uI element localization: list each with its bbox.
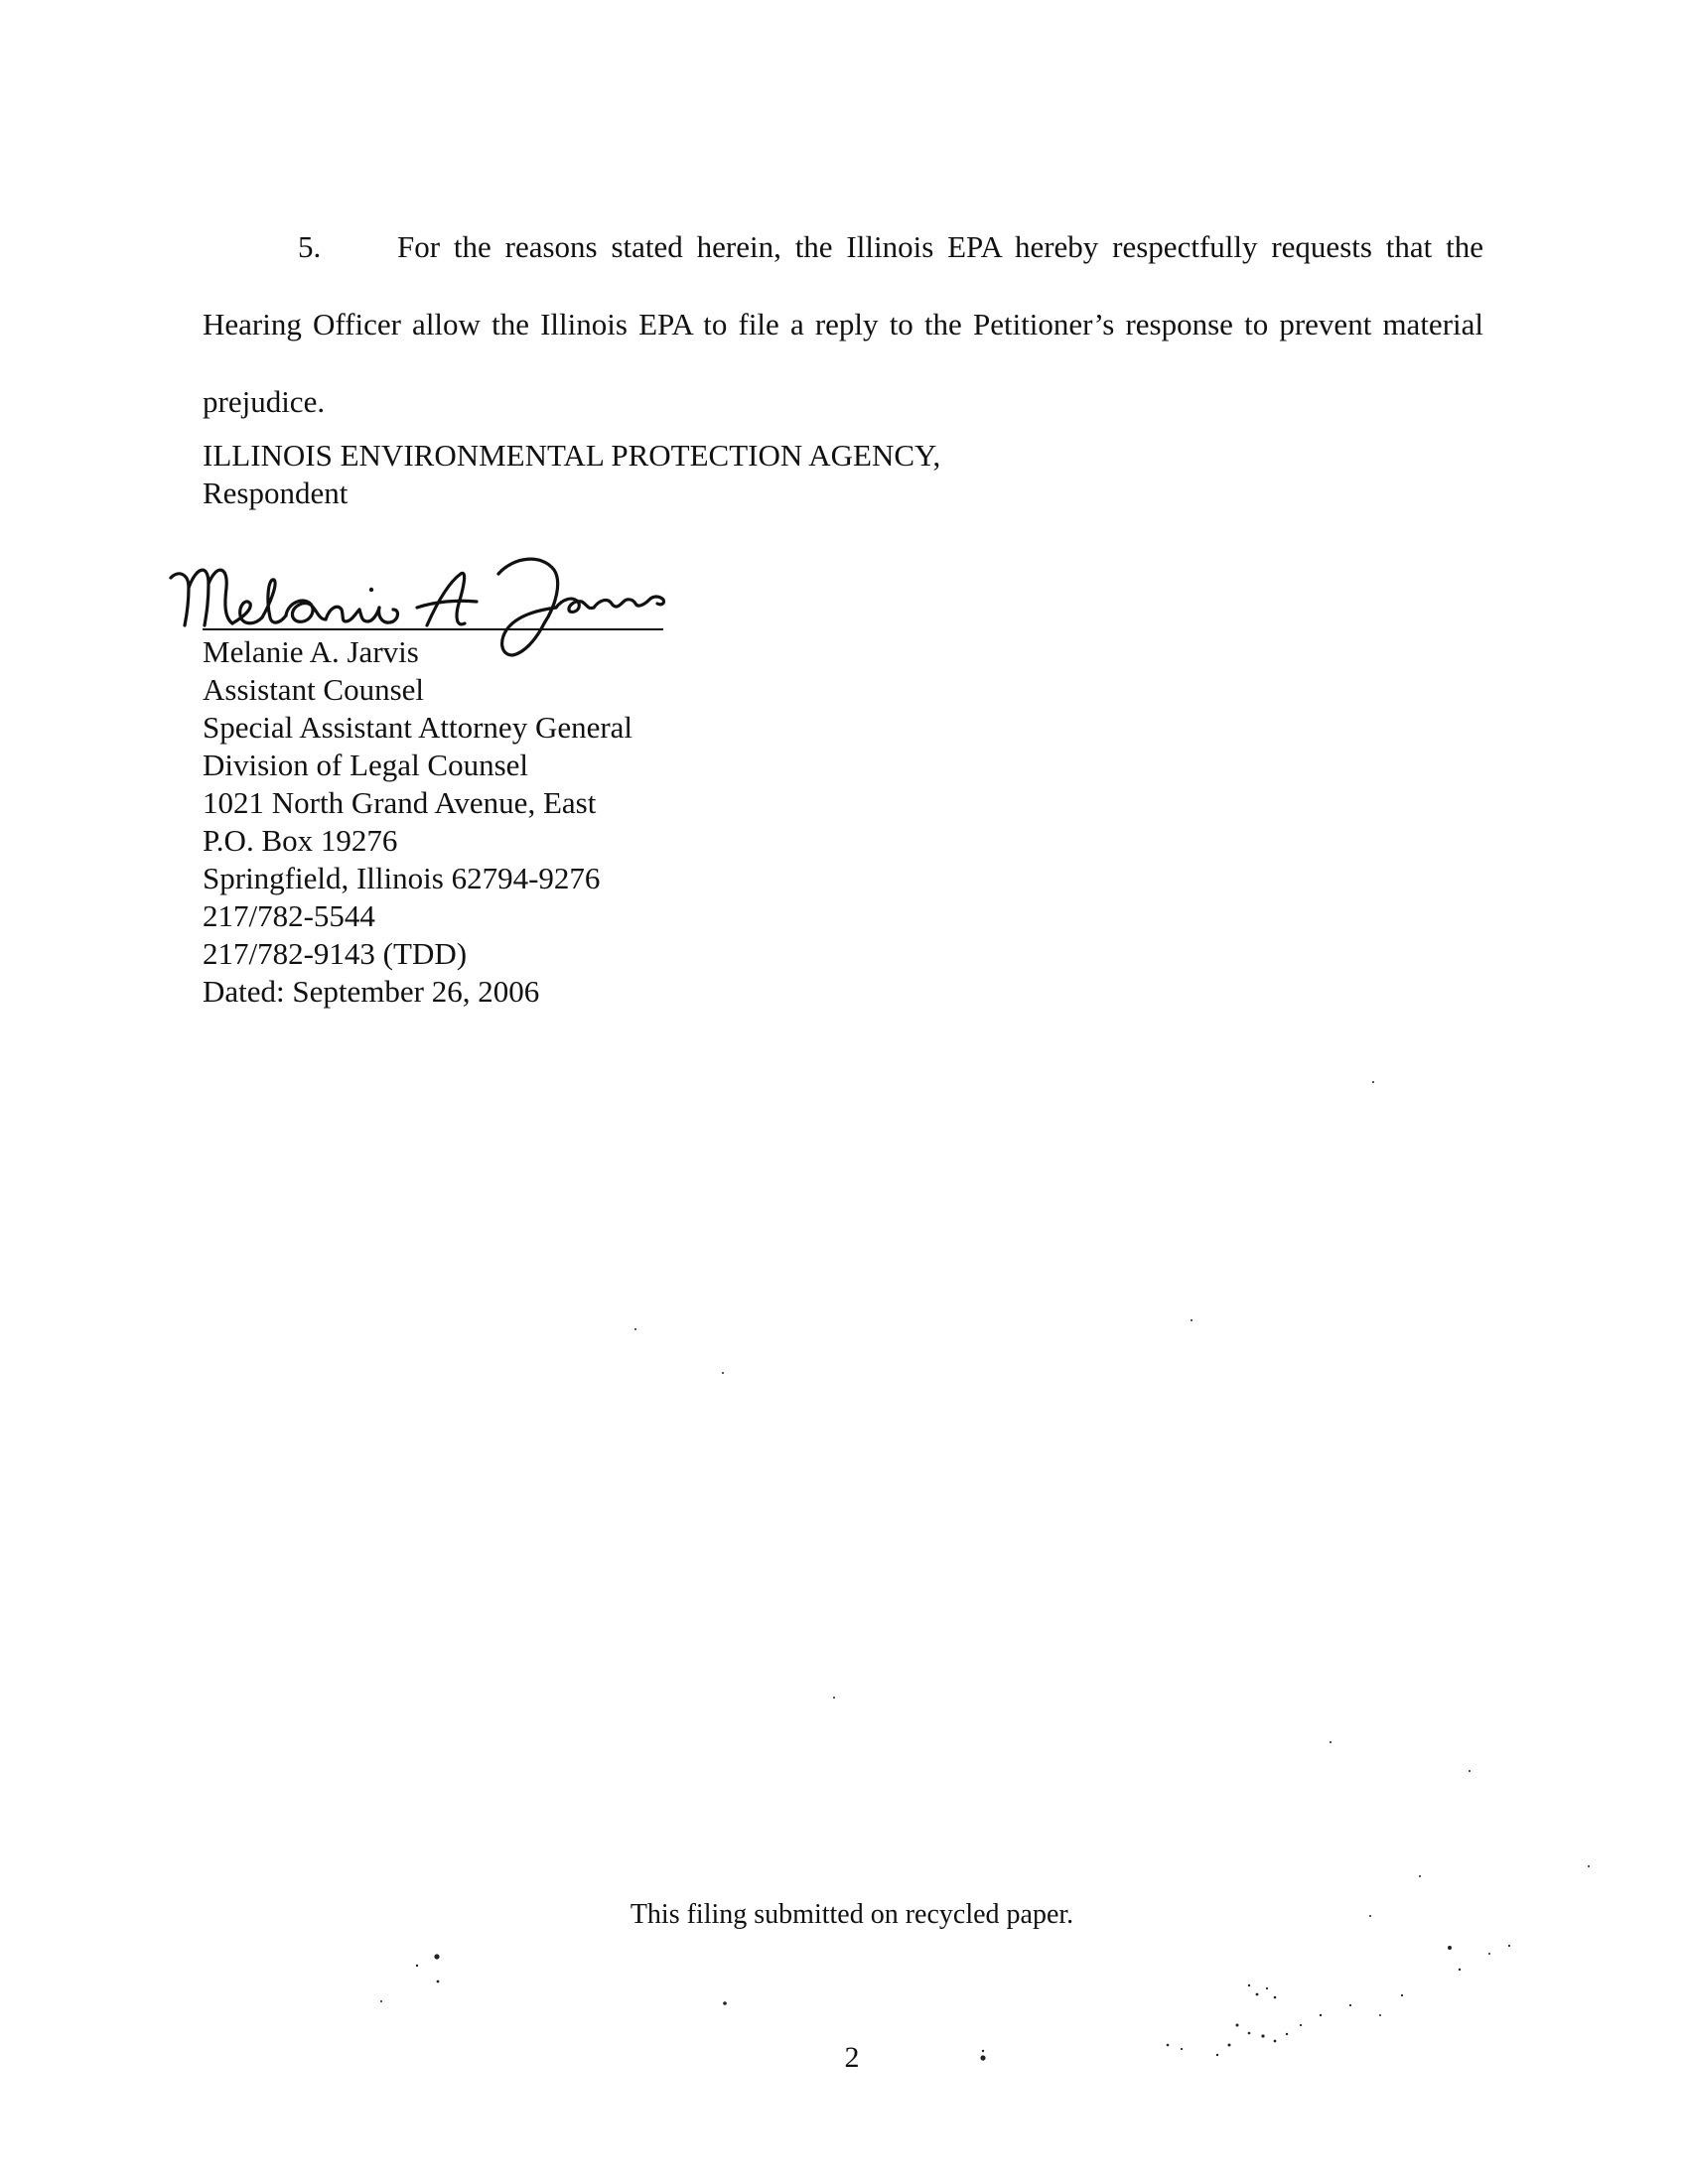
recycled-paper-note: This filing submitted on recycled paper. [630, 1899, 1074, 1930]
signer-title-secondary: Special Assistant Attorney General [203, 710, 633, 745]
page-number: 2 [844, 2041, 860, 2074]
paragraph-text: For the reasons stated herein, the Illinois EPA hereby respectfully requests that the Hearing Officer allow the Illinois EPA to file a reply to the Petitioner’s response to prevent material prejudice. [203, 229, 1483, 419]
city-state-zip: Springfield, Illinois 62794-9276 [203, 861, 601, 895]
date-line: Dated: September 26, 2006 [203, 974, 540, 1009]
street-address: 1021 North Grand Avenue, East [203, 785, 597, 820]
tdd-number: 217/782-9143 (TDD) [203, 936, 468, 971]
signer-title: Assistant Counsel [203, 672, 425, 707]
agency-name: ILLINOIS ENVIRONMENTAL PROTECTION AGENCY, [203, 438, 941, 473]
paragraph-number: 5. [298, 229, 322, 264]
po-box: P.O. Box 19276 [203, 823, 398, 858]
party-role: Respondent [203, 476, 349, 510]
phone-number: 217/782-5544 [203, 898, 375, 933]
signer-name: Melanie A. Jarvis [203, 634, 419, 669]
signer-division: Division of Legal Counsel [203, 748, 529, 782]
